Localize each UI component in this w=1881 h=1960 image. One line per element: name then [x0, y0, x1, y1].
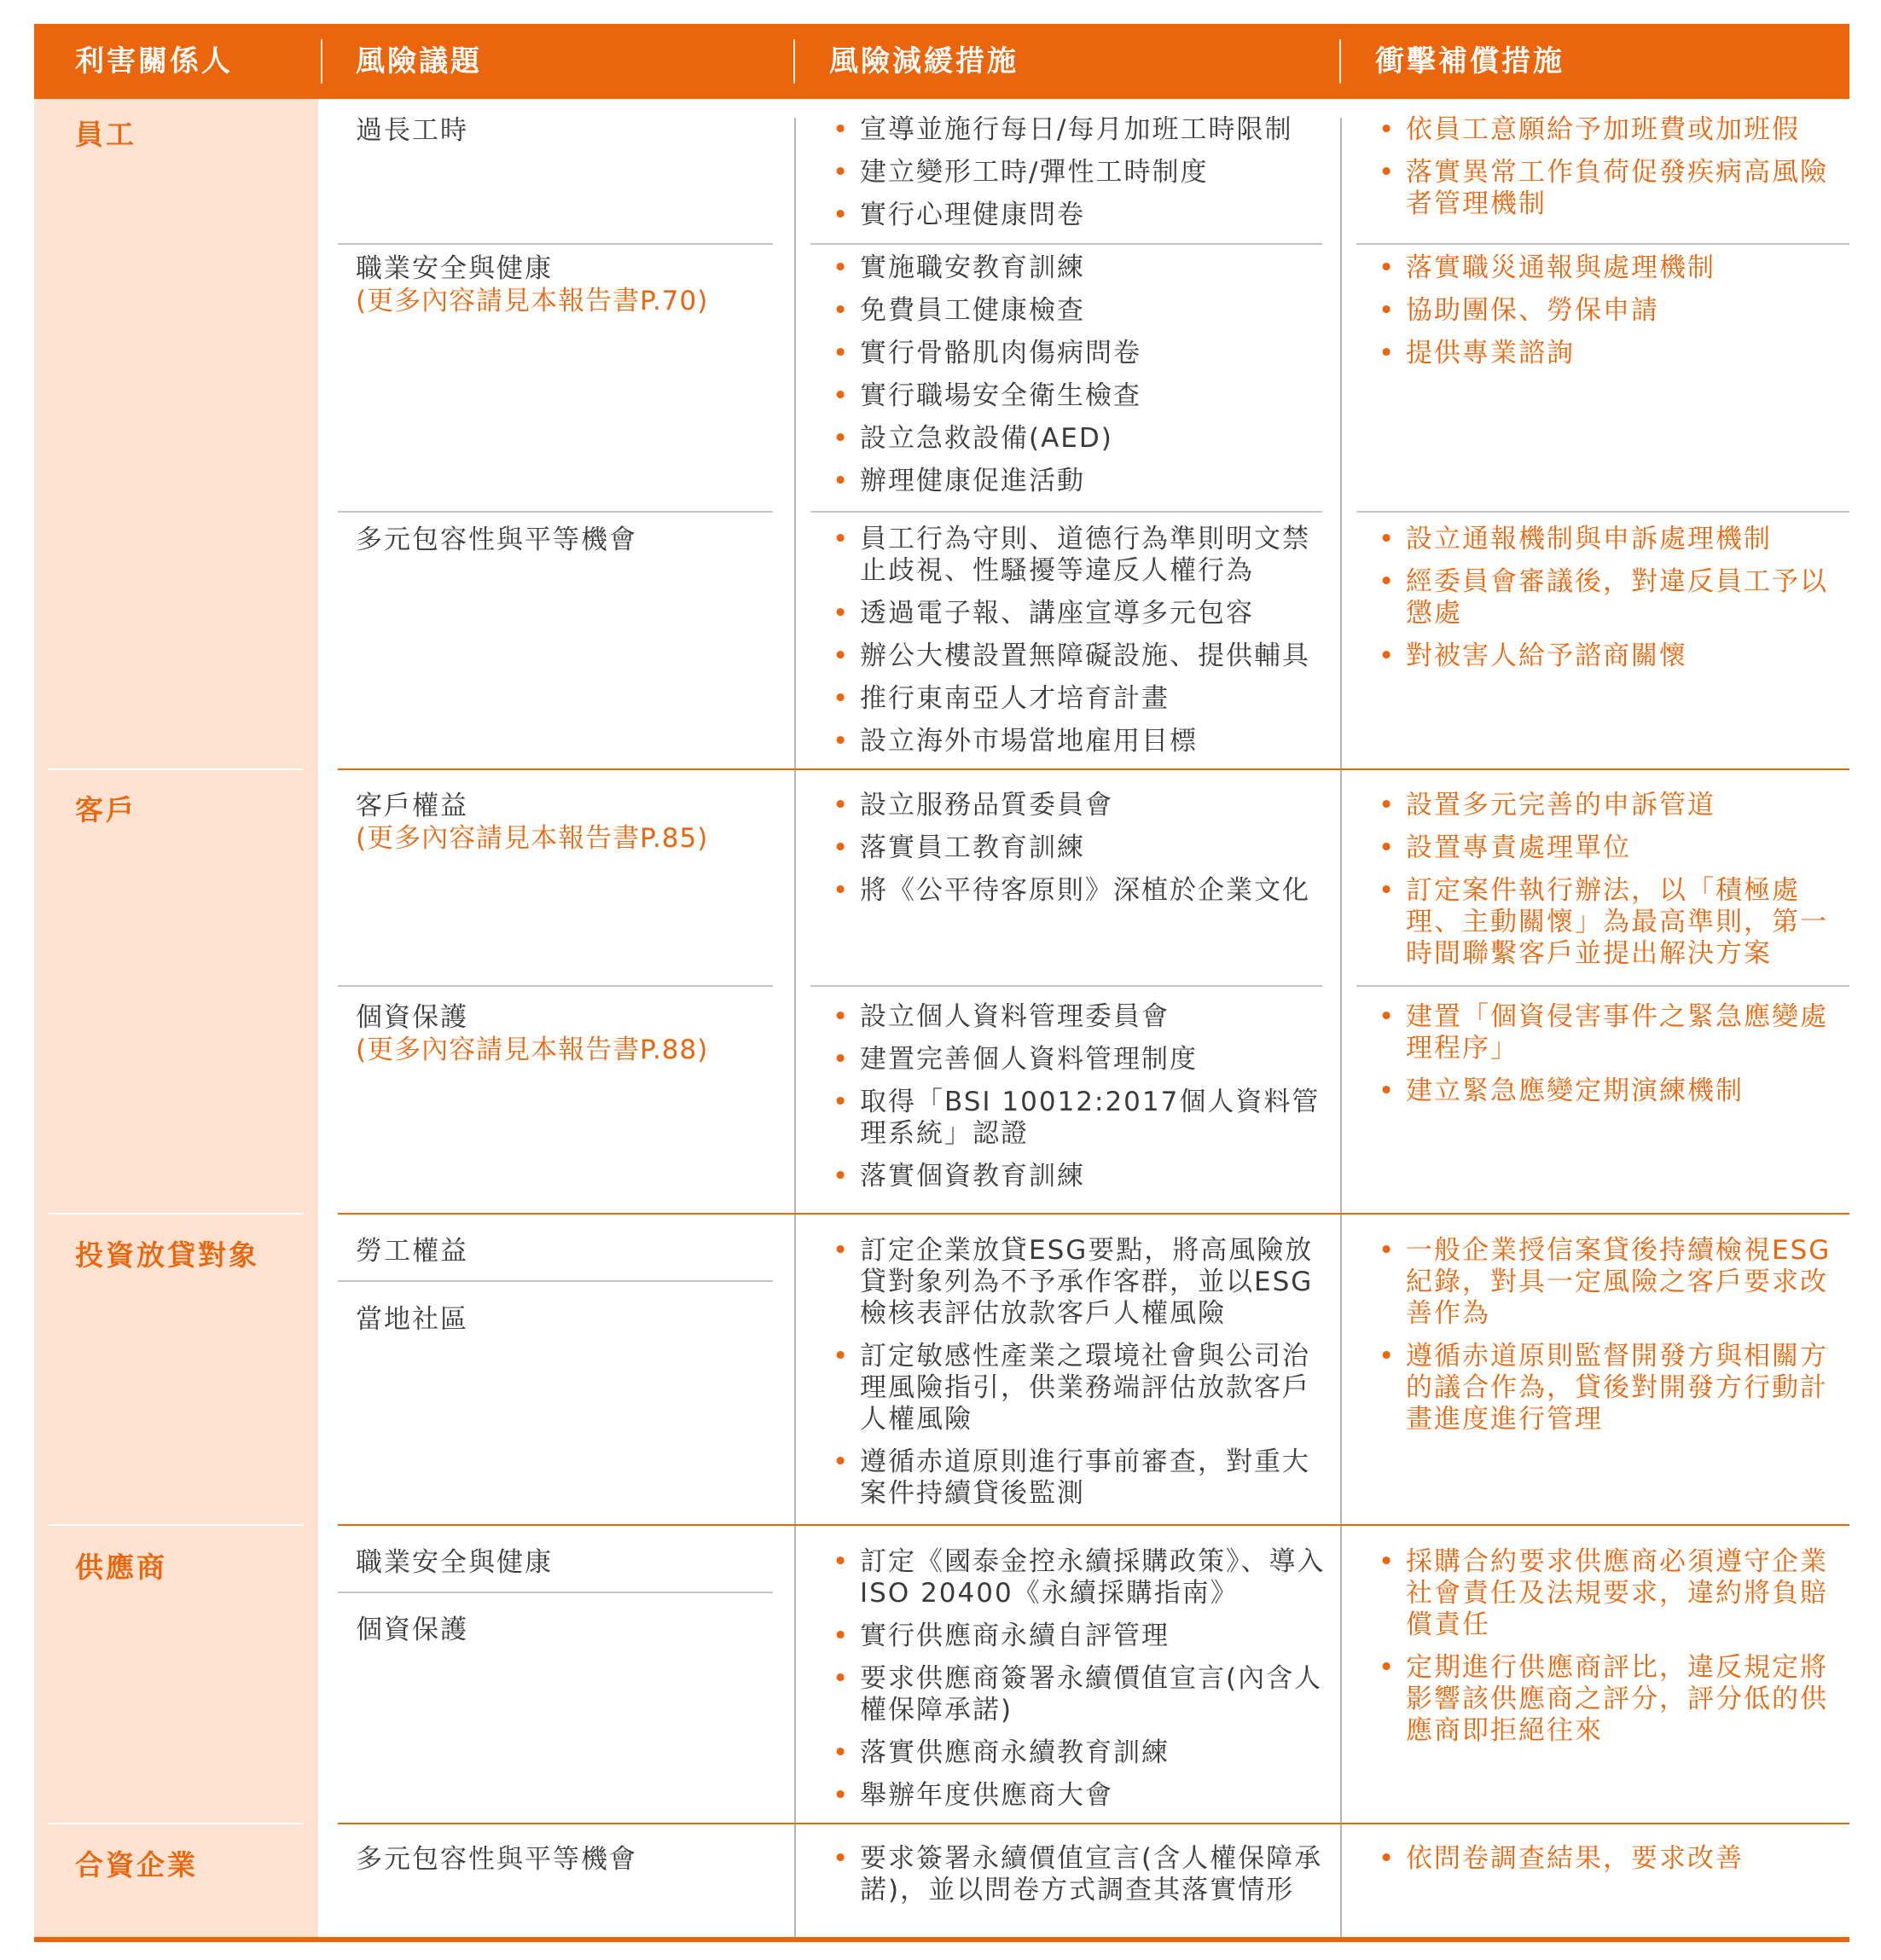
header-divider [1339, 39, 1341, 84]
mitigation-item: • 設立服務品質委員會 [826, 790, 1338, 821]
table-header [34, 24, 1849, 99]
stakeholder-divider [48, 1213, 304, 1215]
stakeholder-customers: 客戶 [75, 793, 136, 826]
stakeholder-suppliers: 供應商 [75, 1551, 167, 1584]
mitigation-list [826, 1843, 1338, 1917]
mitigation-item: • 員工行為守則、道德行為準則明文禁止歧視、性騷擾等違反人權行為 [826, 524, 1338, 587]
mitigation-list [826, 1001, 1338, 1203]
stakeholder-employees: 員工 [75, 118, 136, 151]
mitigation-item: • 訂定《國泰金控永續採購政策》、導入ISO 20400《永續採購指南》 [826, 1546, 1338, 1609]
compensation-item: • 建置「個資侵害事件之緊急應變處理程序」 [1372, 1001, 1832, 1064]
risk-issue [356, 1235, 468, 1267]
risk-issue-title: 多元包容性與平等機會 [356, 525, 637, 555]
mitigation-item: • 透過電子報、講座宣導多元包容 [826, 598, 1338, 629]
header-compensation: 衝擊補償措施 [1375, 44, 1565, 78]
mitigation-divider [810, 511, 1322, 513]
mitigation-list [826, 114, 1338, 242]
mitigation-item: • 實行職場安全衛生檢查 [826, 380, 1338, 412]
issue-divider [338, 511, 773, 513]
compensation-item: • 落實職災通報與處理機制 [1372, 252, 1832, 284]
compensation-item: • 依問卷調查結果，要求改善 [1372, 1843, 1832, 1875]
compensation-item: • 一般企業授信案貸後持續檢視ESG紀錄，對具一定風險之客戶要求改善作為 [1372, 1235, 1832, 1330]
risk-issue-title: 個資保護 [356, 1002, 468, 1033]
compensation-list [1372, 1843, 1832, 1886]
mitigation-item: • 建立變形工時/彈性工時制度 [826, 157, 1338, 188]
compensation-item: • 設置專責處理單位 [1372, 832, 1832, 864]
compensation-item: • 協助團保、勞保申請 [1372, 295, 1832, 327]
mitigation-item: • 宣導並施行每日/每月加班工時限制 [826, 114, 1338, 146]
compensation-item: • 依員工意願給予加班費或加班假 [1372, 114, 1832, 146]
risk-issue [356, 524, 637, 556]
table-bottom-border [34, 1937, 1849, 1942]
row-divider [338, 1213, 1849, 1215]
risk-issue [356, 1843, 637, 1876]
stakeholder-investees: 投資放貸對象 [75, 1238, 259, 1272]
mitigation-item: • 遵循赤道原則進行事前審查，對重大案件持續貸後監測 [826, 1447, 1338, 1510]
compensation-item: • 建立緊急應變定期演練機制 [1372, 1076, 1832, 1107]
risk-issue-title: 個資保護 [356, 1615, 468, 1645]
compensation-item: • 對被害人給予諮商關懷 [1372, 641, 1832, 672]
mitigation-item: • 實行骨骼肌肉傷病問卷 [826, 338, 1338, 369]
stakeholder-divider [48, 1524, 304, 1526]
compensation-item: • 設立通報機制與申訴處理機制 [1372, 524, 1832, 555]
compensation-divider [1356, 243, 1849, 245]
compensation-item: • 遵循赤道原則監督開發方與相關方的議合作為，貸後對開發方行動計畫進度進行管理 [1372, 1341, 1832, 1435]
risk-issue-title: 客戶權益 [356, 791, 468, 821]
risk-issue [356, 1303, 468, 1336]
header-risk-issue: 風險議題 [356, 44, 482, 78]
compensation-list [1372, 114, 1832, 231]
header-divider [793, 39, 795, 84]
mitigation-item: • 訂定企業放貸ESG要點，將高風險放貸對象列為不予承作客群，並以ESG檢核表評估放款客戶人權風險 [826, 1235, 1338, 1330]
mitigation-item: • 要求簽署永續價值宣言(含人權保障承諾)，並以問卷方式調查其落實情形 [826, 1843, 1338, 1906]
compensation-item: • 提供專業諮詢 [1372, 338, 1832, 369]
issue-divider [338, 1592, 773, 1593]
mitigation-item: • 要求供應商簽署永續價值宣言(內含人權保障承諾) [826, 1663, 1338, 1726]
mitigation-item: • 實行供應商永續自評管理 [826, 1621, 1338, 1652]
mitigation-list [826, 1235, 1338, 1521]
mitigation-item: • 推行東南亞人才培育計畫 [826, 683, 1338, 715]
mitigation-item: • 落實供應商永續教育訓練 [826, 1737, 1338, 1769]
mitigation-item: • 設立海外市場當地雇用目標 [826, 726, 1338, 757]
compensation-divider [1356, 985, 1849, 987]
stakeholder-column-band [34, 99, 318, 1937]
compensation-list [1372, 1546, 1832, 1758]
mitigation-item: • 建置完善個人資料管理制度 [826, 1044, 1338, 1076]
header-divider [321, 39, 322, 84]
column-divider [794, 118, 796, 1937]
compensation-item: • 訂定案件執行辦法，以「積極處理、主動關懷」為最高準則，第一時間聯繫客戶並提出解決方案 [1372, 875, 1832, 970]
compensation-list [1372, 790, 1832, 981]
stakeholder-divider [48, 1823, 304, 1824]
mitigation-item: • 辦理健康促進活動 [826, 466, 1338, 497]
mitigation-list [826, 252, 1338, 508]
mitigation-item: • 免費員工健康檢查 [826, 295, 1338, 327]
risk-issue-title: 過長工時 [356, 115, 468, 146]
compensation-list [1372, 1001, 1832, 1118]
report-reference: (更多內容請見本報告書P.88) [356, 1035, 709, 1065]
compensation-list [1372, 524, 1832, 683]
mitigation-list [826, 1546, 1338, 1823]
mitigation-divider [810, 985, 1322, 987]
mitigation-item: • 舉辦年度供應商大會 [826, 1780, 1338, 1812]
report-reference: (更多內容請見本報告書P.85) [356, 823, 709, 854]
risk-issue [356, 790, 708, 855]
mitigation-list [826, 524, 1338, 768]
header-stakeholder: 利害關係人 [75, 44, 233, 78]
mitigation-item: • 落實員工教育訓練 [826, 832, 1338, 864]
row-divider [338, 1823, 1849, 1824]
row-divider [338, 1524, 1849, 1526]
risk-issue [356, 1546, 553, 1579]
stakeholder-divider [48, 768, 304, 770]
header-mitigation: 風險減緩措施 [829, 44, 1019, 78]
mitigation-item: • 落實個資教育訓練 [826, 1161, 1338, 1192]
issue-divider [338, 1280, 773, 1282]
mitigation-item: • 訂定敏感性產業之環境社會與公司治理風險指引，供業務端評估放款客戶人權風險 [826, 1341, 1338, 1435]
mitigation-list [826, 790, 1338, 918]
mitigation-item: • 將《公平待客原則》深植於企業文化 [826, 875, 1338, 907]
compensation-item: • 落實異常工作負荷促發疾病高風險者管理機制 [1372, 157, 1832, 220]
mitigation-item: • 辦公大樓設置無障礙設施、提供輔具 [826, 641, 1338, 672]
mitigation-item: • 設立個人資料管理委員會 [826, 1001, 1338, 1033]
compensation-list [1372, 252, 1832, 380]
risk-issue-title: 多元包容性與平等機會 [356, 1844, 637, 1875]
column-divider [1340, 118, 1342, 1937]
compensation-item: • 設置多元完善的申訴管道 [1372, 790, 1832, 821]
mitigation-item: • 實施職安教育訓練 [826, 252, 1338, 284]
issue-divider [338, 985, 773, 987]
risk-issue-title: 職業安全與健康 [356, 1547, 553, 1578]
compensation-list [1372, 1235, 1832, 1447]
mitigation-divider [810, 243, 1322, 245]
compensation-item: • 定期進行供應商評比，違反規定將影響該供應商之評分，評分低的供應商即拒絕往來 [1372, 1652, 1832, 1747]
stakeholder-joint-ventures: 合資企業 [75, 1848, 198, 1882]
risk-issue-title: 當地社區 [356, 1304, 468, 1335]
risk-issue [356, 252, 708, 317]
risk-issue [356, 114, 468, 147]
mitigation-item: • 實行心理健康問卷 [826, 200, 1338, 231]
compensation-item: • 採購合約要求供應商必須遵守企業社會責任及法規要求，違約將負賠償責任 [1372, 1546, 1832, 1641]
risk-issue-title: 職業安全與健康 [356, 253, 553, 284]
compensation-item: • 經委員會審議後，對違反員工予以懲處 [1372, 566, 1832, 629]
mitigation-item: • 取得「BSI 10012:2017個人資料管理系統」認證 [826, 1087, 1338, 1150]
issue-divider [338, 243, 773, 245]
report-reference: (更多內容請見本報告書P.70) [356, 286, 709, 316]
row-divider [338, 768, 1849, 770]
compensation-divider [1356, 511, 1849, 513]
risk-issue [356, 1614, 468, 1646]
risk-issue [356, 1001, 708, 1066]
mitigation-item: • 設立急救設備(AED) [826, 423, 1338, 455]
risk-issue-title: 勞工權益 [356, 1236, 468, 1267]
